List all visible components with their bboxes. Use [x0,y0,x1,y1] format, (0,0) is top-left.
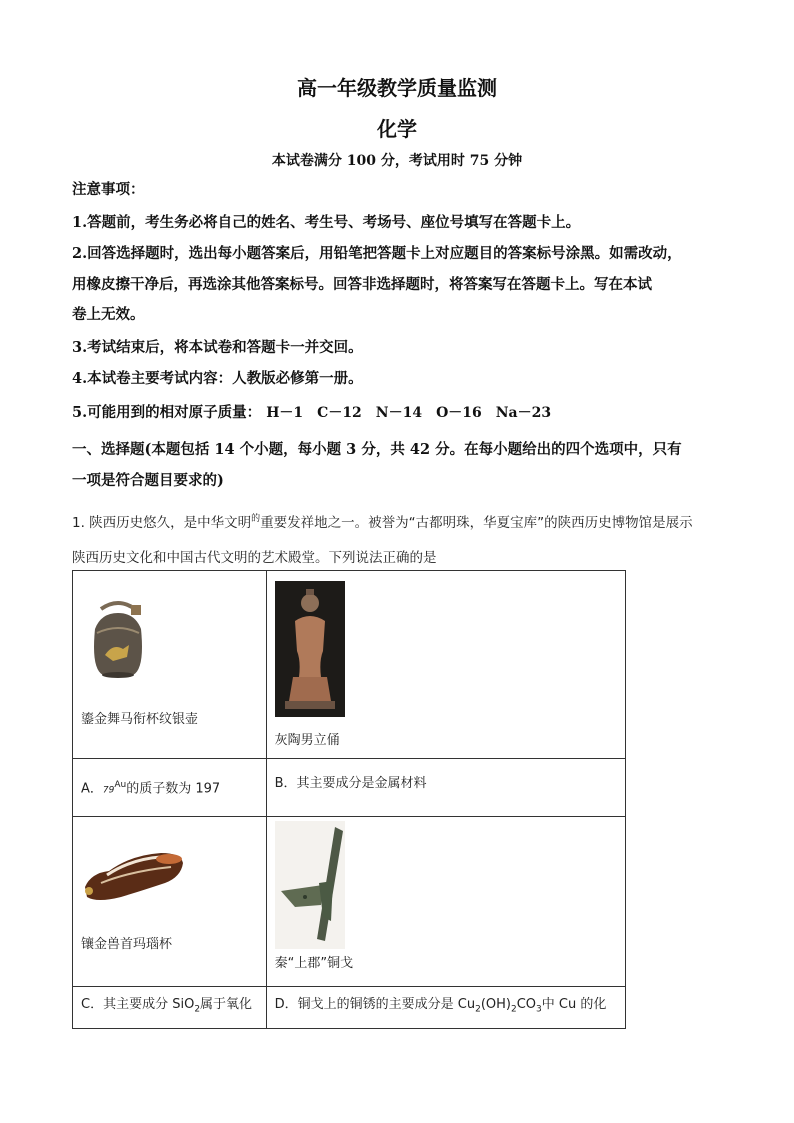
atomic-masses: H－1 C－12 N－14 O－16 Na－23 [266,405,552,421]
caption-bronze-halberd: 秦“上郡”铜戈 [274,956,354,972]
note-5-label: 5.可能用到的相对原子质量： [72,404,262,421]
note-4: 4.本试卷主要考试内容：人教版必修第一册。 [72,370,363,387]
option-d: D．铜戈上的铜锈的主要成分是 $Cu_2(OH)_2CO_3$中 Cu 的化 [266,987,625,1029]
note-2-line-1: 2.回答选择题时，选出每小题答案后，用铅笔把答题卡上对应题目的答案标号涂黑。如需改动， [72,245,682,262]
subject-title: 化学 [377,117,417,141]
notes-heading: 注意事项： [72,181,145,198]
caption-pottery-figure: 灰陶男立俑 [274,733,340,748]
cell-bronze-halberd [266,817,625,987]
caption-silver-pot: 鎏金舞马衔杯纹银壶 [81,712,199,727]
cell-pottery-figure [266,571,625,759]
caption-agate-cup: 镶金兽首玛瑙杯 [81,937,173,953]
exam-title: 高一年级教学质量监测 [297,76,497,100]
note-1: 1.答题前，考生务必将自己的姓名、考生号、考场号、座位号填写在答题卡上。 [72,214,581,231]
pottery-figure-image [275,581,345,717]
note-2-line-3: 卷上无效。 [72,306,145,323]
note-2-line-2: 用橡皮擦干净后，再选涂其他答案标号。回答非选择题时，将答案写在答题卡上。写在本试 [72,276,652,293]
bronze-halberd-image [275,821,345,949]
exam-info: 本试卷满分 100 分，考试用时 75 分钟 [271,153,523,169]
question-1-line-1: 1. 陕西历史悠久，是中华文明$^的$重要发祥地之一。被誉为“古都明珠，华夏宝库”的陕西历史博物馆是展示 [72,514,693,531]
option-c: C．其主要成分 SiO$_2$属于氧化 [73,987,267,1029]
note-5 [72,403,732,423]
section-1-line-2: 一项是符合题目要求的) [72,472,224,489]
question-1-line-2: 陕西历史文化和中国古代文明的艺术殿堂。下列说法正确的是 [72,550,437,566]
option-b: B．其主要成分是金属材料 [266,759,625,817]
cell-silver-pot [73,571,267,759]
section-1-line-1: 一、选择题(本题包括 14 个小题，每小题 3 分，共 42 分。在每小题给出的四个选项中，只有 [72,441,682,458]
note-3: 3.考试结束后，将本试卷和答题卡一并交回。 [72,339,363,356]
agate-cup-image [81,847,187,903]
cell-agate-cup [73,817,267,987]
question-1-options-table [72,570,626,1029]
silver-pot-image [83,599,153,679]
option-a: A．$79^{Au}$的质子数为 197 [73,759,267,817]
